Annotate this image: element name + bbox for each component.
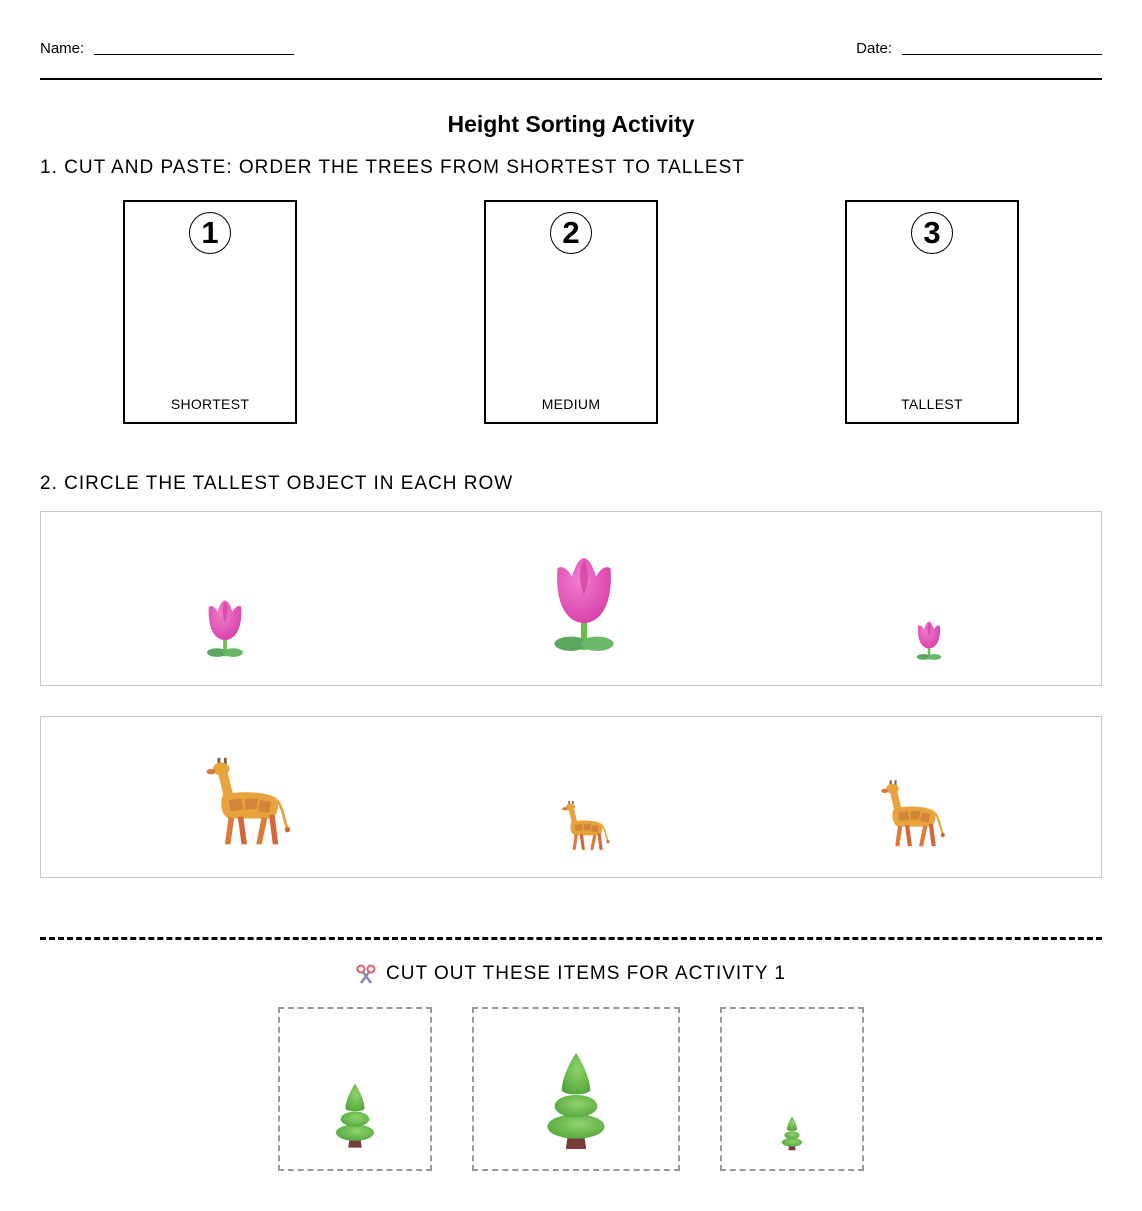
paste-slot-2 xyxy=(484,200,658,424)
giraffe-icon[interactable] xyxy=(877,777,947,851)
cutout-tree-1[interactable] xyxy=(278,1007,432,1171)
paste-slot-1 xyxy=(123,200,297,424)
cutout-tree-3[interactable] xyxy=(720,1007,864,1171)
cutout-heading-text: CUT OUT THESE ITEMS FOR ACTIVITY 1 xyxy=(386,963,786,984)
cutout-tree-2[interactable] xyxy=(472,1007,680,1171)
page-title: Height Sorting Activity xyxy=(447,111,695,137)
slot-label: TALLEST xyxy=(901,396,963,412)
name-field xyxy=(40,40,294,57)
cutout-heading xyxy=(0,963,1142,985)
slot-number: 1 xyxy=(189,212,231,254)
paste-slot-3 xyxy=(845,200,1019,424)
giraffe-row xyxy=(40,716,1102,878)
slot-number: 3 xyxy=(911,212,953,254)
worksheet-header xyxy=(40,38,1102,80)
name-label: Name: xyxy=(40,40,85,57)
scissors-icon xyxy=(356,964,376,984)
slot-label: MEDIUM xyxy=(541,396,601,412)
activity2-heading: 2. CIRCLE THE TALLEST OBJECT IN EACH ROW xyxy=(40,473,514,494)
slot-label: SHORTEST xyxy=(170,396,250,412)
tree-icon xyxy=(779,1115,805,1151)
tulip-icon[interactable] xyxy=(204,598,246,660)
activity1-heading: 1. CUT AND PASTE: ORDER THE TREES FROM SHORTEST TO TALLEST xyxy=(40,157,745,178)
giraffe-icon[interactable] xyxy=(201,755,293,849)
date-field xyxy=(856,40,1102,57)
date-line[interactable] xyxy=(902,54,1102,55)
tree-icon xyxy=(537,1049,615,1151)
tree-icon xyxy=(329,1081,381,1149)
tulip-icon[interactable] xyxy=(550,554,618,656)
cut-line xyxy=(40,937,1102,940)
date-label: Date: xyxy=(856,40,892,57)
tulip-icon[interactable] xyxy=(915,620,943,662)
giraffe-icon[interactable] xyxy=(559,800,611,852)
name-line[interactable] xyxy=(94,54,294,55)
tulip-row xyxy=(40,511,1102,686)
slot-number: 2 xyxy=(550,212,592,254)
